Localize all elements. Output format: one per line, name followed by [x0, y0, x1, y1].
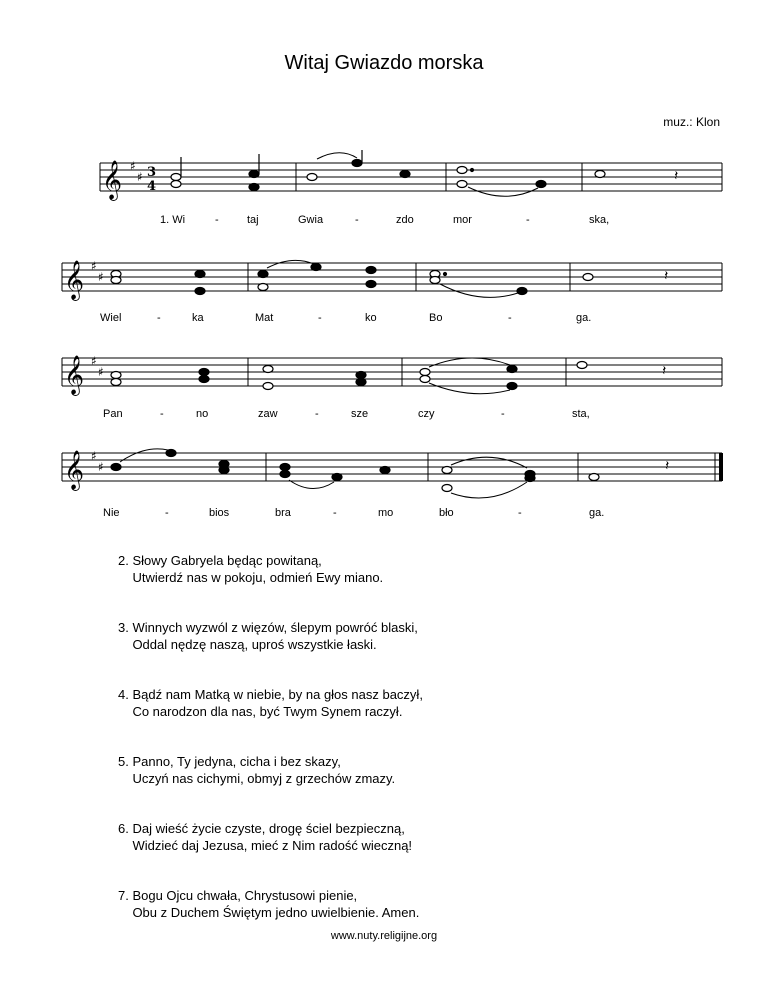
- lyric-syllable: zaw: [258, 408, 278, 420]
- verse: 7. Bogu Ojcu chwała, Chrystusowi pienie, Obu z Duchem Świętym jedno uwielbienie. Amen.: [118, 888, 420, 920]
- staff-4: [0, 440, 768, 500]
- verse: 2. Słowy Gabryela będąc powitaną, Utwierdź nas w pokoju, odmień Ewy miano.: [118, 553, 384, 585]
- lyric-syllable: -: [215, 214, 219, 226]
- staff-2: [0, 250, 768, 310]
- lyric-syllable: Gwia: [298, 214, 324, 226]
- lyric-syllable: ka: [192, 312, 204, 324]
- lyric-syllable: -: [333, 507, 337, 519]
- lyric-syllable: mo: [378, 507, 394, 519]
- sharp-icon: ♯: [91, 449, 97, 463]
- lyric-syllable: -: [160, 408, 164, 420]
- quarter-rest-icon: 𝄽: [664, 268, 669, 284]
- lyric-syllable: -: [501, 408, 505, 420]
- treble-clef-icon: 𝄞: [64, 355, 85, 395]
- lyric-syllable: Bo: [429, 312, 443, 324]
- sharp-icon: ♯: [91, 259, 97, 273]
- verse: 6. Daj wieść życie czyste, drogę ściel bezpieczną, Widzieć daj Jezusa, mieć z Nim radość wieczną!: [118, 821, 413, 853]
- lyric-syllable: sta,: [572, 408, 590, 420]
- verses-list: [118, 552, 423, 954]
- quarter-rest-icon: 𝄽: [662, 363, 667, 379]
- lyric-syllable: sze: [351, 408, 369, 420]
- staff-1: [0, 150, 768, 210]
- composer-credit: muz.: Klon: [663, 115, 720, 129]
- sharp-icon: ♯: [98, 365, 104, 379]
- quarter-rest-icon: 𝄽: [665, 458, 670, 474]
- lyric-syllable: no: [196, 408, 209, 420]
- music-system-2: [0, 250, 768, 360]
- sharp-icon: ♯: [98, 270, 104, 284]
- verse: 5. Panno, Ty jedyna, cicha i bez skazy, Uczyń nas cichymi, obmyj z grzechów zmazy.: [118, 754, 396, 786]
- lyric-syllable: ska,: [589, 214, 610, 226]
- treble-clef-icon: 𝄞: [64, 450, 85, 490]
- lyric-syllable: 1. Wi: [160, 214, 186, 226]
- music-system-4: [0, 440, 768, 550]
- lyric-syllable: Pan: [103, 408, 123, 420]
- lyric-syllable: zdo: [396, 214, 414, 226]
- lyric-syllable: mor: [453, 214, 472, 226]
- lyric-syllable: ko: [365, 312, 377, 324]
- treble-clef-icon: 𝄞: [102, 160, 123, 200]
- lyric-syllable: ga.: [589, 507, 605, 519]
- page-title: Witaj Gwiazdo morska: [284, 52, 484, 74]
- lyric-syllable: Nie: [103, 507, 120, 519]
- lyric-syllable: -: [315, 408, 319, 420]
- lyric-syllable: Mat: [255, 312, 274, 324]
- verse: 3. Winnych wyzwól z więzów, ślepym powróć blaski, Oddal nędzę naszą, uproś wszystkie łaski.: [118, 620, 418, 652]
- lyric-syllable: -: [165, 507, 169, 519]
- lyric-syllable: Wiel: [100, 312, 122, 324]
- verse: 4. Bądź nam Matką w niebie, by na głos nasz baczył, Co narodzon dla nas, być Twym Synem raczył.: [118, 687, 423, 719]
- lyric-syllable: -: [508, 312, 512, 324]
- lyric-syllable: bło: [439, 507, 454, 519]
- time-signature-icon: 3: [147, 165, 157, 180]
- lyric-syllable: -: [318, 312, 322, 324]
- lyric-syllable: czy: [418, 408, 435, 420]
- lyric-syllable: ga.: [576, 312, 592, 324]
- lyric-syllable: -: [157, 312, 161, 324]
- lyric-syllable: taj: [247, 214, 259, 226]
- time-signature-icon: 4: [147, 179, 157, 194]
- treble-clef-icon: 𝄞: [64, 260, 85, 300]
- staff-3: [0, 345, 768, 405]
- quarter-rest-icon: 𝄽: [674, 168, 679, 184]
- lyric-syllable: -: [355, 214, 359, 226]
- lyric-syllable: bios: [209, 507, 230, 519]
- music-system-3: [0, 345, 768, 455]
- sharp-icon: ♯: [137, 170, 143, 184]
- music-system-1: [0, 150, 768, 260]
- sharp-icon: ♯: [130, 159, 136, 173]
- lyric-syllable: -: [526, 214, 530, 226]
- lyric-syllable: bra: [275, 507, 291, 519]
- lyric-syllable: -: [518, 507, 522, 519]
- footer-url: www.nuty.religijne.org: [330, 930, 438, 942]
- sharp-icon: ♯: [98, 460, 104, 474]
- sharp-icon: ♯: [91, 354, 97, 368]
